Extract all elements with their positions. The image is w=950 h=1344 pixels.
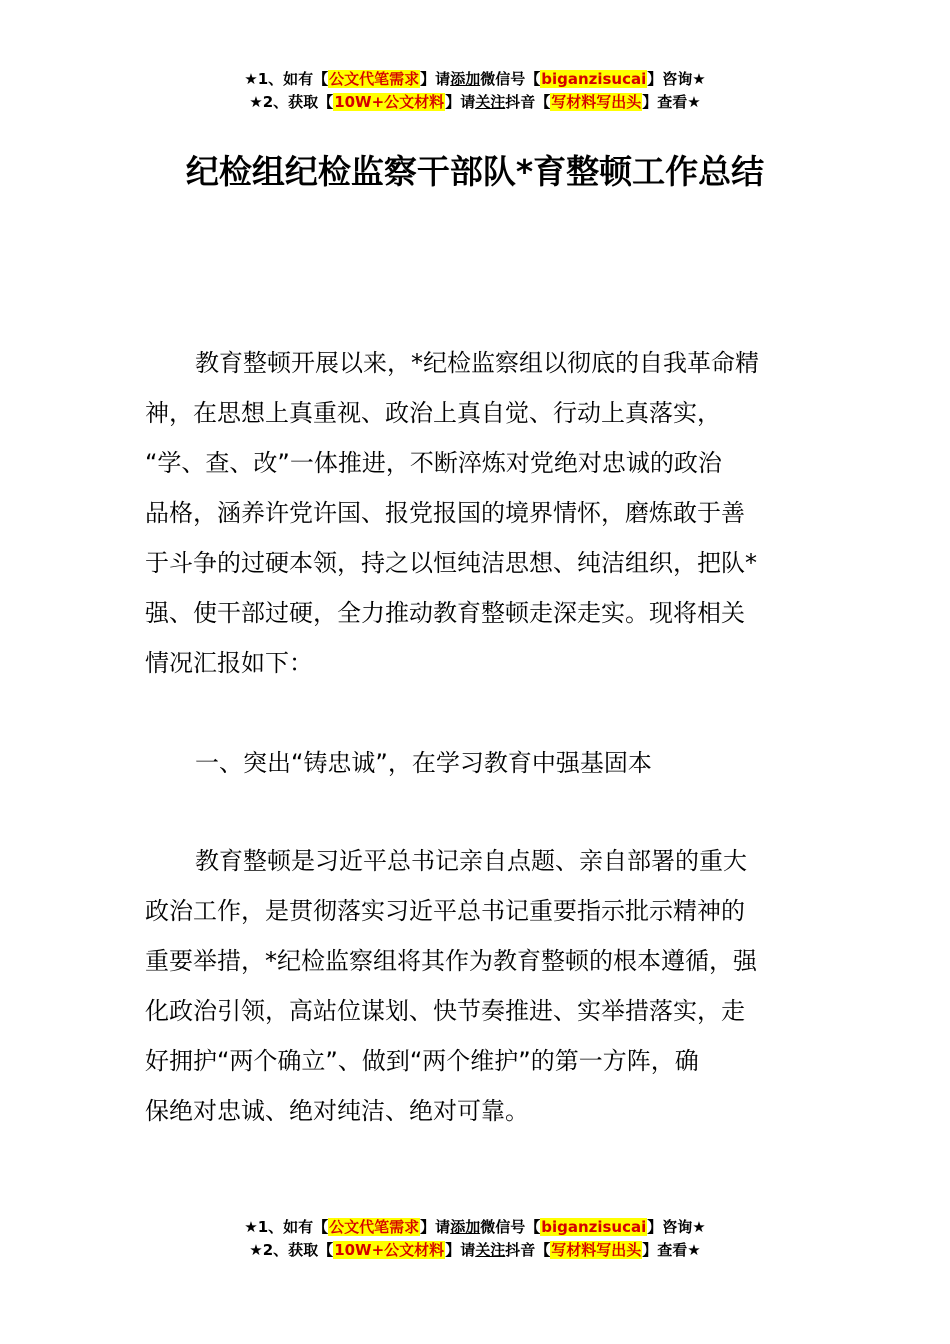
paragraph-line: “学、查、改”一体推进，不断淬炼对党绝对忠诚的政治 — [145, 449, 722, 477]
promo-highlight-douyin: 写材料写出头 — [551, 1241, 642, 1259]
header-promo-banner — [0, 68, 950, 114]
promo-highlight-service: 公文代笔需求 — [329, 1218, 420, 1236]
promo-line-1: ★1、如有【公文代笔需求】请添加微信号【biganzisucai】咨询★ — [244, 1218, 706, 1236]
promo-line-2: ★2、获取【10W+公文材料】请关注抖音【写材料写出头】查看★ — [249, 93, 701, 111]
paragraph-section-1 — [145, 836, 807, 1136]
paragraph-line: 保绝对忠诚、绝对纯洁、绝对可靠。 — [145, 1097, 529, 1125]
paragraph-line: 情况汇报如下： — [145, 649, 313, 677]
paragraph-line: 重要举措，*纪检监察组将其作为教育整顿的根本遵循，强 — [145, 947, 757, 975]
promo-highlight-materials: 10W+公文材料 — [334, 93, 445, 111]
promo-highlight-wechat-id: biganzisucai — [541, 70, 647, 88]
paragraph-line: 品格，涵养许党许国、报党报国的境界情怀，磨炼敢于善 — [145, 499, 745, 527]
promo-highlight-wechat-id: biganzisucai — [541, 1218, 647, 1236]
paragraph-line: 政治工作，是贯彻落实习近平总书记重要指示批示精神的 — [145, 897, 745, 925]
promo-highlight-materials: 10W+公文材料 — [334, 1241, 445, 1259]
promo-line-2: ★2、获取【10W+公文材料】请关注抖音【写材料写出头】查看★ — [249, 1241, 701, 1259]
footer-promo-banner — [0, 1216, 950, 1262]
promo-highlight-douyin: 写材料写出头 — [551, 93, 642, 111]
heading-line: 一、突出“铸忠诚”，在学习教育中强基固本 — [195, 749, 652, 777]
promo-highlight-service: 公文代笔需求 — [329, 70, 420, 88]
document-title: 纪检组纪检监察干部队*育整顿工作总结 — [185, 152, 765, 191]
paragraph-line: 于斗争的过硬本领，持之以恒纯洁思想、纯洁组织，把队* — [145, 549, 757, 577]
promo-line-1: ★1、如有【公文代笔需求】请添加微信号【biganzisucai】咨询★ — [244, 70, 706, 88]
paragraph-intro — [145, 338, 807, 688]
paragraph-line: 好拥护“两个确立”、做到“两个维护”的第一方阵，确 — [145, 1047, 699, 1075]
paragraph-line: 强、使干部过硬，全力推动教育整顿走深走实。现将相关 — [145, 599, 745, 627]
paragraph-line: 化政治引领，高站位谋划、快节奏推进、实举措落实，走 — [145, 997, 745, 1025]
section-heading-1 — [145, 738, 807, 788]
paragraph-line: 教育整顿是习近平总书记亲自点题、亲自部署的重大 — [195, 847, 747, 875]
paragraph-line: 教育整顿开展以来，*纪检监察组以彻底的自我革命精 — [195, 349, 759, 377]
paragraph-line: 神，在思想上真重视、政治上真自觉、行动上真落实， — [145, 399, 721, 427]
